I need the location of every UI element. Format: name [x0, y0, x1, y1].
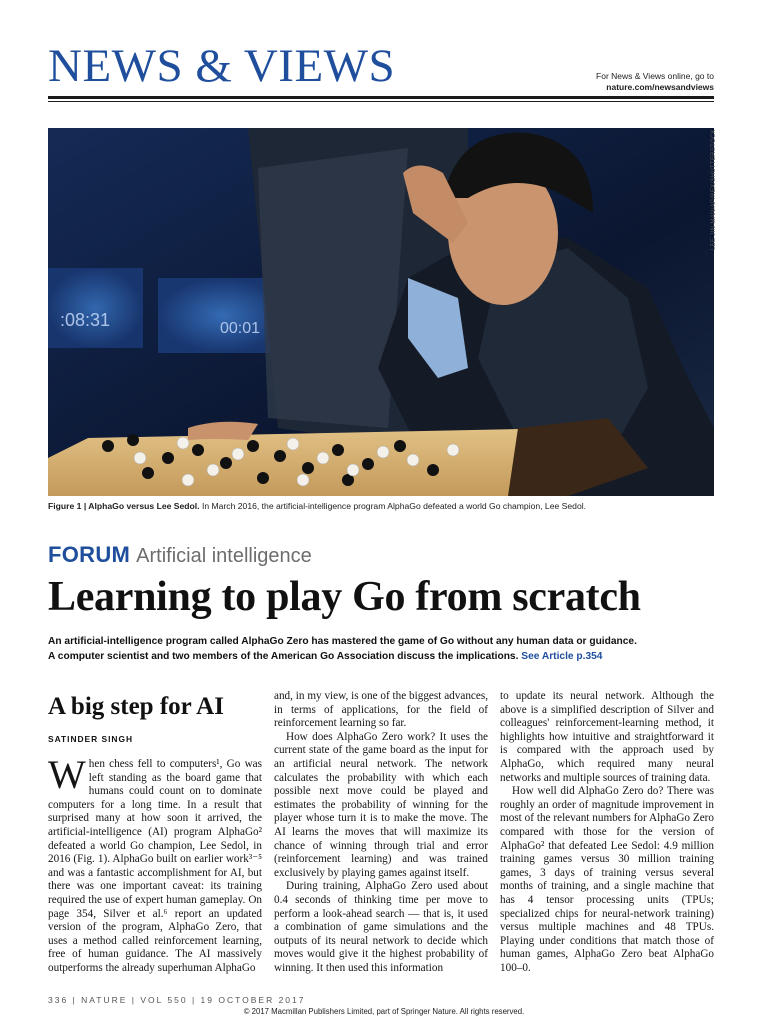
caption-label: Figure 1 | AlphaGo versus Lee Sedol. [48, 501, 200, 511]
body-column-2 [274, 690, 488, 980]
body-paragraph-3: How does AlphaGo Zero work? It uses the current state of the game board as the input for an artificial neural network. The network calculates the probability with which each possible next move could be played and estimates the probability of winning for the player whose turn it is to make the move. The AI learns the moves that will maximize its chance of winning through trial and error (reinforcement learning) and was trained exclusively by playing games against itself. [274, 730, 488, 879]
go-match-photo [48, 128, 714, 496]
masthead-rule-thick [48, 96, 714, 99]
kicker-topic: Artificial intelligence [136, 545, 312, 567]
see-article-link[interactable]: See Article p.354 [521, 650, 603, 662]
standfirst-line-2-text: A computer scientist and two members of the American Go Association discuss the implications. [48, 650, 519, 662]
article-kicker [48, 540, 312, 573]
online-note-text: For News & Views online, go to [596, 71, 714, 81]
standfirst-line-1: An artificial-intelligence program called AlphaGo Zero has mastered the game of Go without any human data or guidance. [48, 636, 637, 647]
kicker-forum: FORUM [48, 542, 131, 567]
byline: SATINDER SINGH [48, 734, 134, 744]
section-title: NEWS & VIEWS [48, 40, 396, 92]
body-paragraph-4: During training, AlphaGo Zero used about 0.4 seconds of thinking time per move to perform a look-ahead search — that is, it used a combination of game simulations and the outputs of its neural network to decide which moves would give it the highest probability of winning. It then used this information [274, 880, 488, 974]
caption-text: In March 2016, the artificial-intelligence program AlphaGo defeated a world Go champion, Lee Sedol. [199, 501, 587, 511]
svg-text:00:01: 00:01 [220, 320, 261, 337]
photo-credit: LEE JIN-MAN/AP/REX/SHUTTERSTOCK [711, 129, 717, 250]
body-column-1 [48, 758, 262, 980]
svg-text::08:31: :08:31 [60, 310, 111, 330]
body-paragraph-5: to update its neural network. Although the above is a simplified description of Silver and colleagues' reinforcement-learning method, it highlights how intuitive and straightforward it is compared with the approach used by AlphaGo, which required many neural networks and multiple sources of training data. [500, 690, 714, 784]
online-note [596, 71, 714, 93]
figure-caption [48, 500, 714, 512]
body-paragraph-1: hen chess fell to computers¹, Go was left standing as the board game that humans could count on to dominate computers for a long time. In a result that surprised many at how soon it arrived, the artificial-intelligence (AI) program AlphaGo² defeated a world Go champion, Lee Sedol, in 2016 (Fig. 1). AlphaGo built on earlier work³⁻⁵ and was a fantastic accomplishment for AI, but there was one important caveat: its training required the use of expert human gameplay. On page 354, Silver et al.⁶ report an updated version of the program, AlphaGo Zero, that uses a method called reinforcement learning, free of human guidance. The AI massively outperforms the already superhuman AlphaGo [48, 758, 262, 974]
article-headline: Learning to play Go from scratch [48, 574, 641, 620]
masthead-rule-thin [48, 101, 714, 102]
masthead [48, 40, 714, 100]
body-paragraph-2: and, in my view, is one of the biggest advances, in terms of applications, for the field of reinforcement learning so far. [274, 690, 488, 730]
section-heading: A big step for AI [48, 693, 224, 720]
body-paragraph [48, 758, 262, 976]
standfirst-line-2 [48, 650, 714, 665]
dropcap: W [48, 758, 86, 797]
page-folio: 336 | NATURE | VOL 550 | 19 OCTOBER 2017 [48, 995, 306, 1005]
body-paragraph-6: How well did AlphaGo Zero do? There was roughly an order of magnitude improvement in most of the relevant numbers for AlphaGo Zero compared with those for the version of AlphaGo² that defeated Lee Sedol: 4.9 million training games versus 30 million training games, 3 days of training versus several months of training, and a single machine that has 4 tensor processing units (TPUs; specialized chips for neural-network training) versus multiple machines and 48 TPUs. Playing under conditions that match those of human games, AlphaGo Zero beat AlphaGo 100–0. [500, 785, 714, 974]
figure-photo [48, 128, 714, 496]
online-url-link[interactable]: nature.com/newsandviews [606, 82, 714, 92]
copyright-notice: © 2017 Macmillan Publishers Limited, part of Springer Nature. All rights reserved. [243, 1007, 525, 1016]
article-standfirst [48, 635, 714, 664]
body-column-3 [500, 690, 714, 980]
